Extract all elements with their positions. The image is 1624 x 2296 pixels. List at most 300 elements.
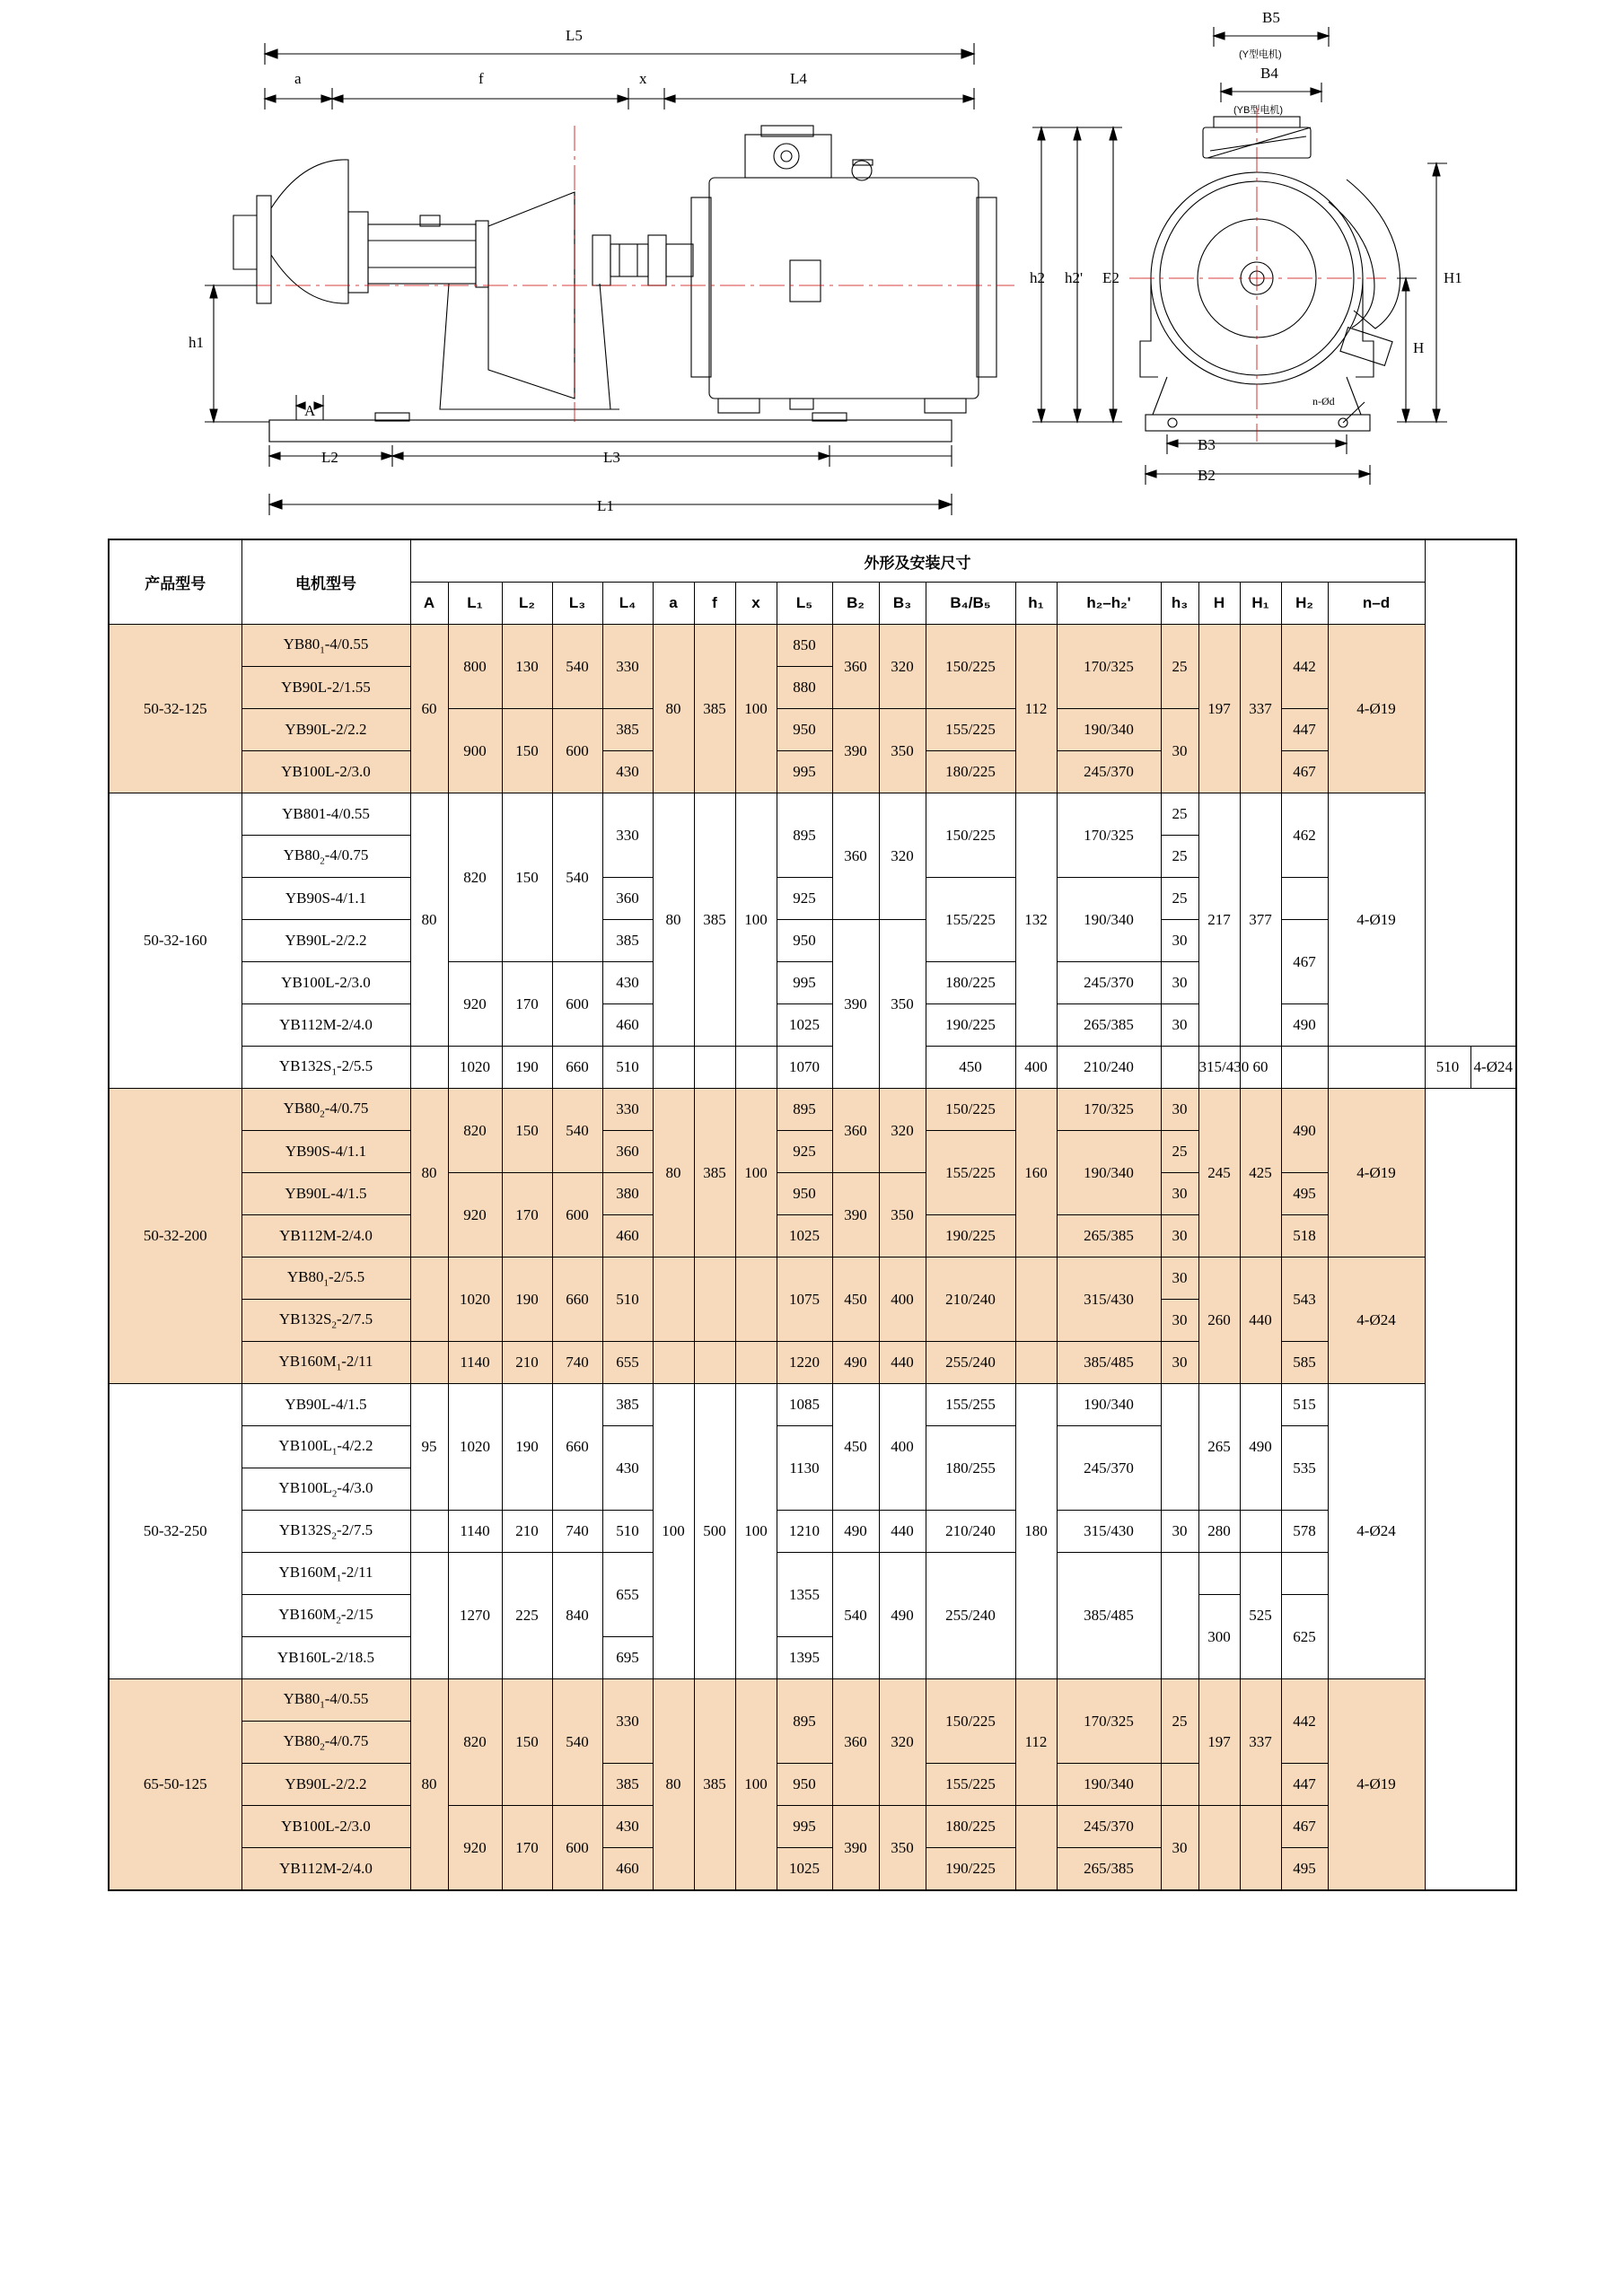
cell-L1: 1140 bbox=[448, 1342, 502, 1384]
cell-B4-B5: 150/225 bbox=[926, 625, 1015, 709]
cell-L1: 1140 bbox=[448, 1511, 502, 1553]
col-L4: L₄ bbox=[602, 583, 653, 625]
cell-h3: 30 bbox=[1161, 1173, 1198, 1215]
cell-motor-model: YB100L-2/3.0 bbox=[241, 962, 410, 1004]
table-row bbox=[109, 1384, 1516, 1426]
cell-x: 100 bbox=[735, 1679, 777, 1891]
dim-label-x: x bbox=[639, 70, 647, 87]
dim-label-h2: h2 bbox=[1030, 269, 1045, 286]
col-h2-h2prime: h₂–h₂' bbox=[1057, 583, 1161, 625]
table-row bbox=[109, 1511, 1516, 1553]
cell-motor-model: YB90L-2/2.2 bbox=[241, 920, 410, 962]
cell-a: 80 bbox=[653, 793, 694, 1047]
cell-f: 385 bbox=[694, 1679, 735, 1891]
cell-H1 bbox=[1240, 1806, 1281, 1891]
cell-h1: 112 bbox=[1015, 1679, 1057, 1806]
cell-B3: 440 bbox=[879, 1511, 926, 1553]
cell-B4-B5: 180/255 bbox=[926, 1426, 1015, 1511]
cell-H2: 495 bbox=[1281, 1848, 1328, 1891]
cell-h3: 30 bbox=[1161, 709, 1198, 793]
cell-L4: 655 bbox=[602, 1342, 653, 1384]
dim-label-E2: E2 bbox=[1102, 269, 1119, 286]
cell-L4: 430 bbox=[602, 962, 653, 1004]
cell-n-d: 4-Ø19 bbox=[1328, 1679, 1425, 1891]
dim-label-L4: L4 bbox=[790, 70, 807, 87]
cell-n-d: 4-Ø24 bbox=[1328, 1258, 1425, 1384]
cell-H2: 515 bbox=[1281, 1384, 1328, 1426]
cell-H bbox=[1198, 1553, 1240, 1595]
cell-L4: 330 bbox=[602, 625, 653, 709]
dim-label-L2: L2 bbox=[321, 449, 338, 466]
col-h1: h₁ bbox=[1015, 583, 1057, 625]
cell-H2: 467 bbox=[1281, 1806, 1328, 1848]
cell-L5: 895 bbox=[777, 793, 832, 878]
dim-label-L1: L1 bbox=[597, 497, 614, 514]
col-x: x bbox=[735, 583, 777, 625]
cell-h2: 265/385 bbox=[1057, 1004, 1161, 1047]
cell-product-model: 50-32-160 bbox=[109, 793, 241, 1089]
cell-a: 100 bbox=[653, 1384, 694, 1679]
cell-h3: 30 bbox=[1161, 1215, 1198, 1258]
cell-h2: 245/370 bbox=[1057, 1806, 1161, 1848]
dim-label-H1: H1 bbox=[1444, 269, 1462, 286]
cell-H2: 585 bbox=[1281, 1342, 1328, 1384]
cell-L4: 385 bbox=[602, 1764, 653, 1806]
cell-B2: 490 bbox=[832, 1342, 879, 1384]
cell-L5: 1025 bbox=[777, 1215, 832, 1258]
cell-motor-model: $YB160M_2-2/15$ bbox=[241, 1595, 410, 1637]
cell-B3: 400 bbox=[1015, 1047, 1057, 1089]
table-row bbox=[109, 1806, 1516, 1848]
cell-L1: 1020 bbox=[448, 1384, 502, 1511]
cell-B3: 400 bbox=[879, 1384, 926, 1511]
cell-H2: 518 bbox=[1281, 1215, 1328, 1258]
cell-product-model: 50-32-200 bbox=[109, 1089, 241, 1384]
cell-H2: 543 bbox=[1281, 1258, 1328, 1342]
cell-motor-model: YB90L-2/1.55 bbox=[241, 667, 410, 709]
cell-n-d: 4-Ø19 bbox=[1328, 793, 1425, 1047]
cell-L5: 1130 bbox=[777, 1426, 832, 1511]
col-B2: B₂ bbox=[832, 583, 879, 625]
cell-L2: 190 bbox=[502, 1258, 552, 1342]
cell-h1: 132 bbox=[1015, 793, 1057, 1047]
cell-B4-B5: 155/225 bbox=[926, 1131, 1015, 1215]
cell-L4: 380 bbox=[602, 1173, 653, 1215]
cell-a: 80 bbox=[653, 1089, 694, 1258]
dim-label-B2: B2 bbox=[1198, 467, 1216, 484]
cell-B4-B5: 210/240 bbox=[926, 1511, 1015, 1553]
cell-motor-model: YB801-4/0.55 bbox=[241, 793, 410, 836]
dim-label-y-motor: (Y型电机) bbox=[1239, 49, 1282, 60]
cell-h3: 60 bbox=[1240, 1047, 1281, 1089]
cell-L3: 600 bbox=[552, 1173, 602, 1258]
cell-A bbox=[410, 1047, 448, 1089]
col-a: a bbox=[653, 583, 694, 625]
dim-label-H: H bbox=[1413, 339, 1425, 356]
cell-L5: 1025 bbox=[777, 1848, 832, 1891]
cell-f bbox=[694, 1342, 735, 1384]
cell-H2: 495 bbox=[1281, 1173, 1328, 1215]
col-H2: H₂ bbox=[1281, 583, 1328, 625]
cell-B4-B5: 210/240 bbox=[1057, 1047, 1161, 1089]
cell-L2: 170 bbox=[502, 1173, 552, 1258]
cell-L1: 900 bbox=[448, 709, 502, 793]
cell-A: 80 bbox=[410, 1679, 448, 1891]
cell-n-d: 4-Ø19 bbox=[1328, 625, 1425, 793]
cell-H2: 447 bbox=[1281, 1764, 1328, 1806]
cell-h3: 30 bbox=[1161, 1342, 1198, 1384]
cell-motor-model: $YB80_1-2/5.5$ bbox=[241, 1258, 410, 1300]
cell-L1: 920 bbox=[448, 1173, 502, 1258]
table-row bbox=[109, 1089, 1516, 1131]
cell-L3: 600 bbox=[552, 962, 602, 1047]
cell-L2: 150 bbox=[502, 1679, 552, 1806]
cell-B2: 450 bbox=[926, 1047, 1015, 1089]
cell-h2: 315/430 bbox=[1198, 1047, 1240, 1089]
cell-motor-model: $YB80_2-4/0.75$ bbox=[241, 1722, 410, 1764]
cell-B2: 450 bbox=[832, 1384, 879, 1511]
cell-L2: 150 bbox=[502, 1089, 552, 1173]
cell-H1 bbox=[1240, 1511, 1281, 1553]
cell-motor-model: $YB80_1-4/0.55$ bbox=[241, 1679, 410, 1722]
cell-L3: 540 bbox=[552, 1089, 602, 1173]
cell-h1 bbox=[1015, 1342, 1057, 1384]
spec-table bbox=[108, 539, 1517, 1891]
cell-h2: 170/325 bbox=[1057, 1679, 1161, 1764]
cell-L1: 820 bbox=[448, 793, 502, 962]
cell-h3: 30 bbox=[1161, 1806, 1198, 1891]
cell-n-d: 4-Ø24 bbox=[1328, 1384, 1425, 1679]
cell-h3 bbox=[1161, 1553, 1198, 1679]
cell-x bbox=[735, 1342, 777, 1384]
cell-B4-B5: 210/240 bbox=[926, 1258, 1015, 1342]
cell-L4: 385 bbox=[602, 1384, 653, 1426]
cell-motor-model: YB160L-2/18.5 bbox=[241, 1637, 410, 1679]
cell-h1: 160 bbox=[1015, 1089, 1057, 1258]
cell-h1 bbox=[1161, 1047, 1198, 1089]
col-f: f bbox=[694, 583, 735, 625]
cell-L4: 510 bbox=[602, 1511, 653, 1553]
cell-L5: 1355 bbox=[777, 1553, 832, 1637]
cell-B4-B5: 255/240 bbox=[926, 1342, 1015, 1384]
cell-L2: 170 bbox=[502, 1806, 552, 1891]
col-motor-model: 电机型号 bbox=[241, 539, 410, 625]
cell-L5: 895 bbox=[777, 1089, 832, 1131]
cell-B2: 360 bbox=[832, 625, 879, 709]
cell-L5: 1085 bbox=[777, 1384, 832, 1426]
cell-motor-model: YB90L-2/2.2 bbox=[241, 709, 410, 751]
col-product-model: 产品型号 bbox=[109, 539, 241, 625]
cell-a bbox=[653, 1258, 694, 1342]
cell-product-model: 50-32-250 bbox=[109, 1384, 241, 1679]
cell-L5: 1075 bbox=[777, 1258, 832, 1342]
cell-h1: 112 bbox=[1015, 625, 1057, 793]
col-L2: L₂ bbox=[502, 583, 552, 625]
cell-H: 197 bbox=[1198, 1679, 1240, 1806]
cell-L4: 655 bbox=[602, 1553, 653, 1637]
cell-L1: 800 bbox=[448, 625, 502, 709]
cell-L2: 210 bbox=[502, 1511, 552, 1553]
cell-L4: 330 bbox=[602, 793, 653, 878]
cell-L5: 895 bbox=[777, 1679, 832, 1764]
cell-B2: 490 bbox=[832, 1511, 879, 1553]
cell-H2: 467 bbox=[1281, 751, 1328, 793]
cell-x: 100 bbox=[735, 793, 777, 1047]
cell-B3: 350 bbox=[879, 1173, 926, 1258]
cell-H1 bbox=[1328, 1047, 1425, 1089]
cell-H1: 425 bbox=[1240, 1089, 1281, 1258]
col-A: A bbox=[410, 583, 448, 625]
cell-H1: 337 bbox=[1240, 1679, 1281, 1806]
cell-h3 bbox=[1161, 1384, 1198, 1511]
cell-L4: 695 bbox=[602, 1637, 653, 1679]
cell-B2: 450 bbox=[832, 1258, 879, 1342]
cell-h3: 30 bbox=[1161, 920, 1198, 962]
cell-motor-model: $YB132S_1-2/5.5$ bbox=[241, 1047, 410, 1089]
cell-L3: 540 bbox=[552, 793, 602, 962]
cell-A bbox=[410, 1553, 448, 1679]
cell-B2: 390 bbox=[832, 1806, 879, 1891]
cell-L4: 385 bbox=[602, 920, 653, 962]
cell-H: 197 bbox=[1198, 625, 1240, 793]
table-row bbox=[109, 1553, 1516, 1595]
cell-B4-B5: 155/225 bbox=[926, 878, 1015, 962]
cell-B3: 320 bbox=[879, 793, 926, 920]
cell-L2: 210 bbox=[502, 1342, 552, 1384]
cell-B2: 360 bbox=[832, 793, 879, 920]
cell-L5: 925 bbox=[777, 878, 832, 920]
cell-h2: 245/370 bbox=[1057, 1426, 1161, 1511]
cell-L2: 130 bbox=[502, 625, 552, 709]
cell-L4: 430 bbox=[602, 751, 653, 793]
cell-B4-B5: 180/225 bbox=[926, 962, 1015, 1004]
cell-h3: 25 bbox=[1161, 1131, 1198, 1173]
cell-H2: 578 bbox=[1281, 1511, 1328, 1553]
cell-B3: 400 bbox=[879, 1258, 926, 1342]
col-B3: B₃ bbox=[879, 583, 926, 625]
cell-motor-model: $YB132S_2-2/7.5$ bbox=[241, 1511, 410, 1553]
cell-H1: 440 bbox=[1240, 1258, 1281, 1384]
col-group-title: 外形及安装尺寸 bbox=[410, 539, 1425, 583]
cell-product-model: 65-50-125 bbox=[109, 1679, 241, 1891]
col-L5: L₅ bbox=[777, 583, 832, 625]
cell-B4-B5: 150/225 bbox=[926, 1089, 1015, 1131]
cell-L4: 430 bbox=[602, 1806, 653, 1848]
dim-label-f: f bbox=[478, 70, 484, 87]
table-head bbox=[109, 539, 1516, 625]
cell-H1: 377 bbox=[1240, 793, 1281, 1047]
cell-L5: 995 bbox=[777, 751, 832, 793]
cell-A bbox=[410, 1258, 448, 1342]
cell-H2: 625 bbox=[1281, 1595, 1328, 1679]
cell-B3: 320 bbox=[879, 1089, 926, 1173]
cell-B4-B5: 150/225 bbox=[926, 1679, 1015, 1764]
cell-h3: 25 bbox=[1161, 1679, 1198, 1764]
cell-H2: 462 bbox=[1281, 793, 1328, 878]
cell-h3: 30 bbox=[1161, 1089, 1198, 1131]
cell-B3: 350 bbox=[879, 709, 926, 793]
cell-L5: 1070 bbox=[777, 1047, 832, 1089]
cell-h2: 190/340 bbox=[1057, 1384, 1161, 1426]
drawing-svg bbox=[0, 0, 1624, 539]
cell-h3 bbox=[1161, 1764, 1198, 1806]
cell-motor-model: $YB132S_2-2/7.5$ bbox=[241, 1300, 410, 1342]
cell-B4-B5: 155/225 bbox=[926, 709, 1015, 751]
cell-h3: 25 bbox=[1161, 878, 1198, 920]
cell-H: 265 bbox=[1198, 1384, 1240, 1511]
cell-H2: 490 bbox=[1281, 1004, 1328, 1047]
cell-n-d: 4-Ø24 bbox=[1470, 1047, 1516, 1089]
table-row bbox=[109, 751, 1516, 793]
cell-motor-model: YB90S-4/1.1 bbox=[241, 878, 410, 920]
cell-H bbox=[1198, 1806, 1240, 1891]
cell-H2: 467 bbox=[1281, 920, 1328, 1004]
cell-h2: 265/385 bbox=[1057, 1215, 1161, 1258]
cell-L5: 995 bbox=[777, 962, 832, 1004]
cell-L3: 600 bbox=[552, 709, 602, 793]
cell-h1 bbox=[1015, 1258, 1057, 1342]
table-row bbox=[109, 793, 1516, 836]
table-row bbox=[109, 709, 1516, 751]
cell-B3: 320 bbox=[879, 1679, 926, 1806]
cell-B4-B5: 155/255 bbox=[926, 1384, 1015, 1426]
table-row bbox=[109, 878, 1516, 920]
cell-x bbox=[735, 1047, 777, 1089]
cell-L4: 385 bbox=[602, 709, 653, 751]
cell-L1: 820 bbox=[448, 1089, 502, 1173]
col-H1: H₁ bbox=[1240, 583, 1281, 625]
cell-A: 80 bbox=[410, 793, 448, 1047]
cell-L5: 1220 bbox=[777, 1342, 832, 1384]
cell-L4: 460 bbox=[602, 1004, 653, 1047]
col-L3: L₃ bbox=[552, 583, 602, 625]
cell-B2: 390 bbox=[832, 1173, 879, 1258]
cell-B4-B5: 190/225 bbox=[926, 1215, 1015, 1258]
table-header-row-1 bbox=[109, 539, 1516, 583]
dim-label-h2prime: h2' bbox=[1065, 269, 1084, 286]
cell-motor-model: $YB100L_2-4/3.0$ bbox=[241, 1468, 410, 1511]
cell-a: 80 bbox=[653, 1679, 694, 1891]
cell-motor-model: $YB160M_1-2/11$ bbox=[241, 1553, 410, 1595]
dim-label-n-d: n-Ød bbox=[1312, 395, 1335, 407]
cell-L4: 510 bbox=[602, 1258, 653, 1342]
cell-L3: 660 bbox=[552, 1047, 602, 1089]
cell-h3: 30 bbox=[1161, 962, 1198, 1004]
cell-motor-model: $YB80_2-4/0.75$ bbox=[241, 836, 410, 878]
table-row bbox=[109, 1004, 1516, 1047]
cell-H: 280 bbox=[1198, 1511, 1240, 1553]
cell-motor-model: $YB100L_1-4/2.2$ bbox=[241, 1426, 410, 1468]
cell-f bbox=[694, 1258, 735, 1342]
cell-L4: 360 bbox=[602, 1131, 653, 1173]
cell-n-d: 4-Ø19 bbox=[1328, 1089, 1425, 1258]
cell-H2: 442 bbox=[1281, 625, 1328, 709]
cell-L4: 360 bbox=[602, 878, 653, 920]
table-row bbox=[109, 1764, 1516, 1806]
cell-L5: 1395 bbox=[777, 1637, 832, 1679]
cell-h2: 315/430 bbox=[1057, 1258, 1161, 1342]
cell-A: 60 bbox=[410, 625, 448, 793]
cell-H2: 490 bbox=[1281, 1089, 1328, 1173]
cell-h2: 315/430 bbox=[1057, 1511, 1161, 1553]
dim-label-B5: B5 bbox=[1262, 9, 1280, 26]
cell-H: 300 bbox=[1198, 1595, 1240, 1679]
cell-L2: 170 bbox=[502, 962, 552, 1047]
cell-f: 500 bbox=[694, 1384, 735, 1679]
cell-h3: 25 bbox=[1161, 836, 1198, 878]
cell-L2: 190 bbox=[502, 1384, 552, 1511]
cell-B3: 320 bbox=[879, 625, 926, 709]
dim-label-h1: h1 bbox=[189, 334, 204, 351]
cell-L3: 540 bbox=[552, 625, 602, 709]
cell-L5: 1025 bbox=[777, 1004, 832, 1047]
cell-L1: 1020 bbox=[448, 1047, 502, 1089]
cell-L1: 920 bbox=[448, 1806, 502, 1891]
table-row bbox=[109, 920, 1516, 962]
cell-A bbox=[410, 1342, 448, 1384]
cell-L1: 820 bbox=[448, 1679, 502, 1806]
table-row bbox=[109, 1848, 1516, 1891]
cell-motor-model: $YB80_2-4/0.75$ bbox=[241, 1089, 410, 1131]
cell-B2: 360 bbox=[832, 1679, 879, 1806]
col-B4-B5: B₄/B₅ bbox=[926, 583, 1015, 625]
cell-f: 385 bbox=[694, 1089, 735, 1258]
cell-L2: 150 bbox=[502, 709, 552, 793]
cell-h2: 385/485 bbox=[1057, 1342, 1161, 1384]
cell-f: 385 bbox=[694, 793, 735, 1047]
cell-H bbox=[1281, 1047, 1328, 1089]
cell-motor-model: YB90S-4/1.1 bbox=[241, 1131, 410, 1173]
cell-B4-B5: 190/225 bbox=[926, 1004, 1015, 1047]
cell-B4-B5: 180/225 bbox=[926, 1806, 1015, 1848]
cell-L5: 925 bbox=[777, 1131, 832, 1173]
cell-L3: 740 bbox=[552, 1342, 602, 1384]
cell-motor-model: YB90L-2/2.2 bbox=[241, 1764, 410, 1806]
cell-L4: 510 bbox=[602, 1047, 653, 1089]
cell-L4: 430 bbox=[602, 1426, 653, 1511]
cell-a bbox=[653, 1342, 694, 1384]
cell-H2: 442 bbox=[1281, 1679, 1328, 1764]
dim-label-B3: B3 bbox=[1198, 436, 1216, 453]
cell-h2: 190/340 bbox=[1057, 1764, 1161, 1806]
cell-a: 80 bbox=[653, 625, 694, 793]
cell-H: 245 bbox=[1198, 1089, 1240, 1258]
cell-L2: 225 bbox=[502, 1553, 552, 1679]
table-body bbox=[109, 625, 1516, 1891]
cell-L4: 330 bbox=[602, 1679, 653, 1764]
cell-L5: 950 bbox=[777, 1173, 832, 1215]
cell-h3: 30 bbox=[1161, 1004, 1198, 1047]
cell-L5: 995 bbox=[777, 1806, 832, 1848]
cell-motor-model: $YB160M_1-2/11$ bbox=[241, 1342, 410, 1384]
cell-L4: 460 bbox=[602, 1848, 653, 1891]
cell-B3: 490 bbox=[879, 1553, 926, 1679]
cell-motor-model: YB100L-2/3.0 bbox=[241, 1806, 410, 1848]
spec-table-wrapper bbox=[108, 539, 1517, 1891]
cell-h3: 25 bbox=[1161, 793, 1198, 836]
cell-L3: 660 bbox=[552, 1258, 602, 1342]
cell-h2: 190/340 bbox=[1057, 878, 1161, 962]
cell-motor-model: YB112M-2/4.0 bbox=[241, 1215, 410, 1258]
cell-H: 217 bbox=[1198, 793, 1240, 1047]
cell-B4-B5: 150/225 bbox=[926, 793, 1015, 878]
cell-L5: 950 bbox=[777, 1764, 832, 1806]
col-h3: h₃ bbox=[1161, 583, 1198, 625]
cell-motor-model: YB112M-2/4.0 bbox=[241, 1004, 410, 1047]
cell-H1: 337 bbox=[1240, 625, 1281, 793]
cell-h2: 245/370 bbox=[1057, 751, 1161, 793]
cell-h2: 170/325 bbox=[1057, 625, 1161, 709]
